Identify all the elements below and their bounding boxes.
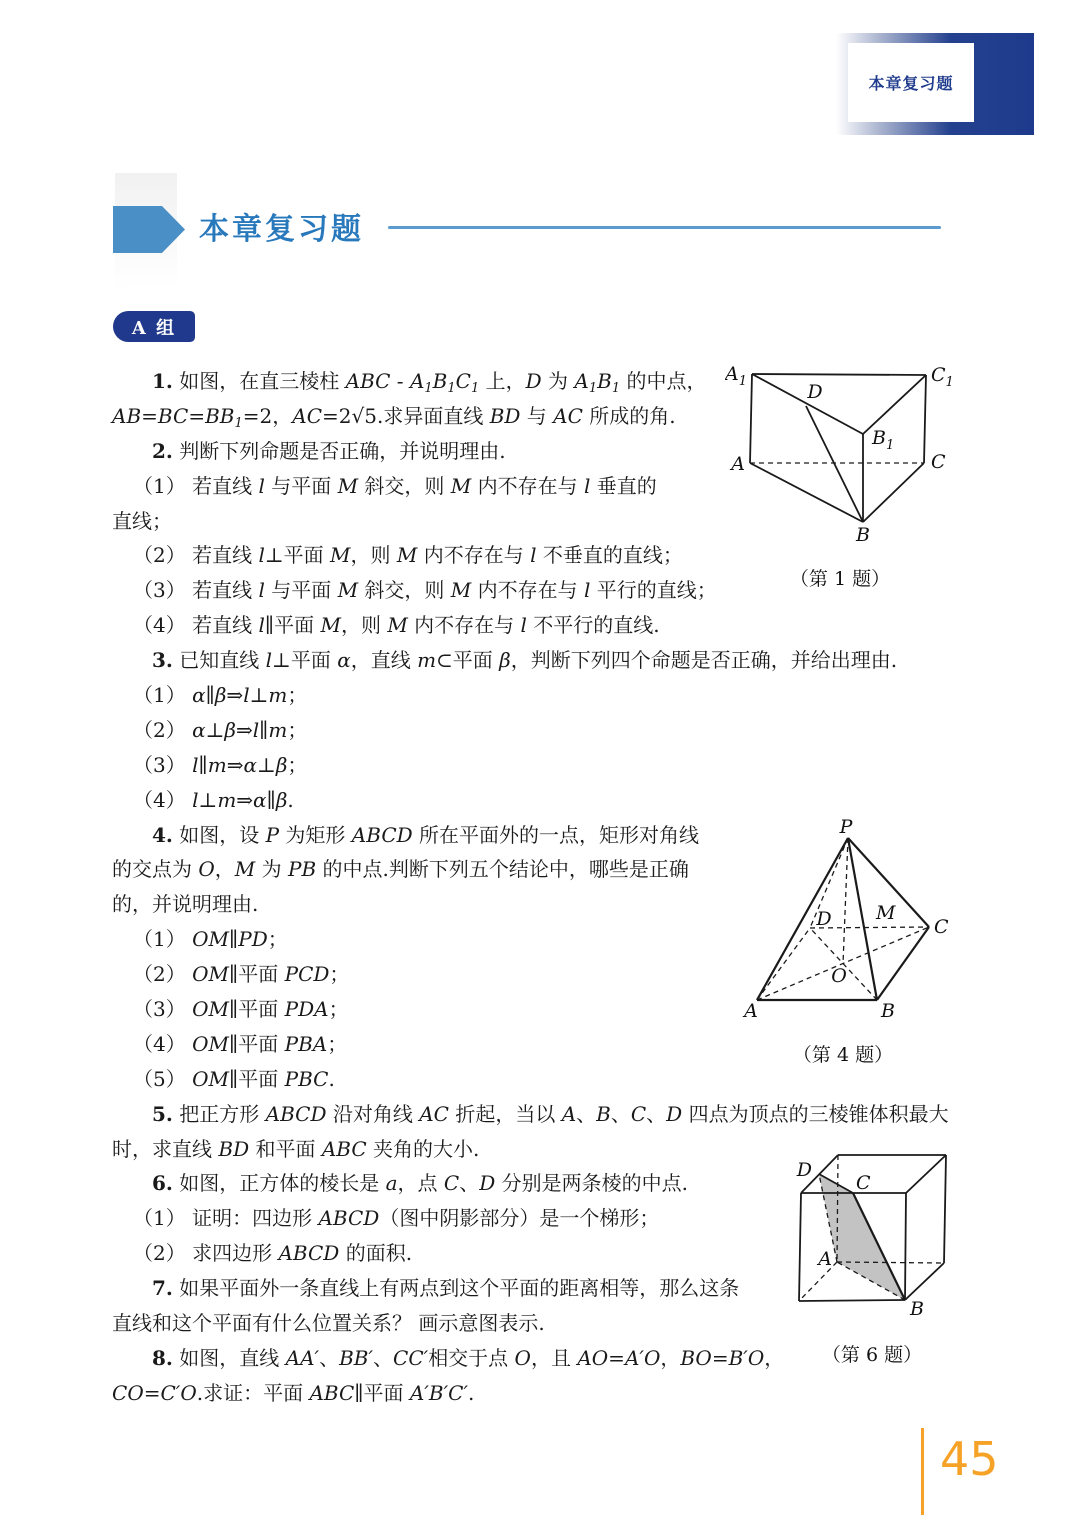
vertex-label: D (796, 1159, 812, 1181)
footer-rule (921, 1428, 924, 1515)
corner-tab (836, 33, 1034, 135)
corner-tab-label: 本章复习题 (868, 74, 954, 93)
problem-line: 时，求直线 BD 和平面 ABC 夹角的大小. (112, 1136, 480, 1161)
vertex-label: O (831, 965, 847, 987)
vertex-label: C (931, 451, 946, 473)
problem-line: （5） OM∥平面 PBC. (133, 1066, 335, 1091)
problem-line: 6. 如图，正方体的棱长是 a，点 C、D 分别是两条棱的中点. (152, 1171, 688, 1196)
figure-4-labels (742, 818, 949, 1022)
problem-line: $AB=BC=BB_1=2$，AC=2√5.求异面直线 BD 与 AC 所成的角. (112, 403, 676, 431)
problem-line: （2） 求四边形 ABCD 的面积. (133, 1241, 413, 1266)
problem-line: （1） 证明：四边形 ABCD（图中阴影部分）是一个梯形； (133, 1206, 660, 1231)
problem-line: 的交点为 O，M 为 PB 的中点.判断下列五个结论中，哪些是正确 (112, 857, 689, 882)
page-number: 45 (940, 1432, 999, 1486)
vertex-label: $C_1$ (931, 364, 954, 390)
vertex-label: B (856, 524, 870, 546)
problem-line: （3） OM∥平面 PDA； (133, 997, 349, 1022)
figure-4-pyramid (730, 818, 960, 1023)
problem-line: （1） α∥β⇒l⊥m； (133, 683, 308, 708)
problem-line: （1） OM∥PD； (133, 927, 288, 952)
figure-1-caption: （第 1 题） (789, 568, 891, 590)
problem-line: 2. 判断下列命题是否正确，并说明理由. (152, 438, 506, 463)
problem-line: 5. 把正方形 ABCD 沿对角线 AC 折起，当以 A、B、C、D 四点为顶点的三棱锥体积最大 (152, 1101, 949, 1126)
problem-line: CO=C′O.求证：平面 ABC∥平面 A′B′C′. (112, 1380, 475, 1405)
problem-line: （4） l⊥m⇒α∥β. (133, 787, 294, 812)
corner-tab-box (848, 43, 974, 122)
problem-line: 4. 如图，设 P 为矩形 ABCD 所在平面外的一点，矩形对角线 (152, 822, 700, 847)
problem-line: 直线； (112, 508, 172, 533)
figure-1-prism (725, 356, 980, 551)
problem-line: （2） 若直线 l⊥平面 M，则 M 内不存在与 l 不垂直的直线； (133, 543, 683, 568)
problem-line: 的，并说明理由. (112, 892, 259, 917)
vertex-label: C (856, 1172, 871, 1194)
problem-line: （2） OM∥平面 PCD； (133, 962, 350, 987)
problem-line: 3. 已知直线 l⊥平面 α，直线 m⊂平面 β，判断下列四个命题是否正确，并给出理由. (152, 648, 898, 673)
vertex-label: D (816, 908, 832, 930)
figure-1-labels (725, 363, 954, 546)
vertex-label: P (839, 818, 853, 838)
vertex-label: $B_1$ (872, 427, 895, 453)
problem-line: （3） l∥m⇒α⊥β； (133, 752, 308, 777)
problem-line: （3） 若直线 l 与平面 M 斜交，则 M 内不存在与 l 平行的直线； (133, 578, 717, 603)
problem-line: 1. 如图，在直三棱柱 ABC - $A_1B_1C_1$ 上，D 为 $A_1B_1$ 的中点， (152, 369, 707, 396)
problem-line: 8. 如图，直线 AA′、BB′、CC′相交于点 O，且 AO=A′O，BO=B′O， (152, 1345, 785, 1370)
title-rule (388, 226, 941, 229)
vertex-label: C (934, 916, 949, 938)
vertex-label: A (731, 453, 745, 475)
problem-line: （2） α⊥β⇒l∥m； (133, 717, 308, 742)
figure-6-caption: （第 6 题） (821, 1344, 923, 1366)
vertex-label: B (910, 1298, 924, 1320)
figure-4-caption: （第 4 题） (792, 1044, 894, 1066)
group-a-label: A 组 (131, 317, 177, 339)
vertex-label: A (744, 1000, 758, 1022)
problem-line: 直线和这个平面有什么位置关系？ 画示意图表示. (112, 1311, 545, 1336)
figure-6-cube (780, 1143, 960, 1321)
problem-line: 7. 如果平面外一条直线上有两点到这个平面的距离相等，那么这条 (152, 1276, 740, 1301)
vertex-label: $A_1$ (725, 363, 747, 389)
problem-line: （4） 若直线 l∥平面 M，则 M 内不存在与 l 不平行的直线. (133, 613, 660, 638)
group-a-badge (113, 311, 195, 342)
vertex-label: A (818, 1248, 832, 1270)
problem-line: （1） 若直线 l 与平面 M 斜交，则 M 内不存在与 l 垂直的 (133, 473, 657, 498)
page-title: 本章复习题 (199, 212, 364, 247)
vertex-label: M (876, 902, 896, 924)
problem-line: （4） OM∥平面 PBA； (133, 1031, 348, 1056)
vertex-label: B (881, 1000, 895, 1022)
vertex-label: D (807, 381, 823, 403)
